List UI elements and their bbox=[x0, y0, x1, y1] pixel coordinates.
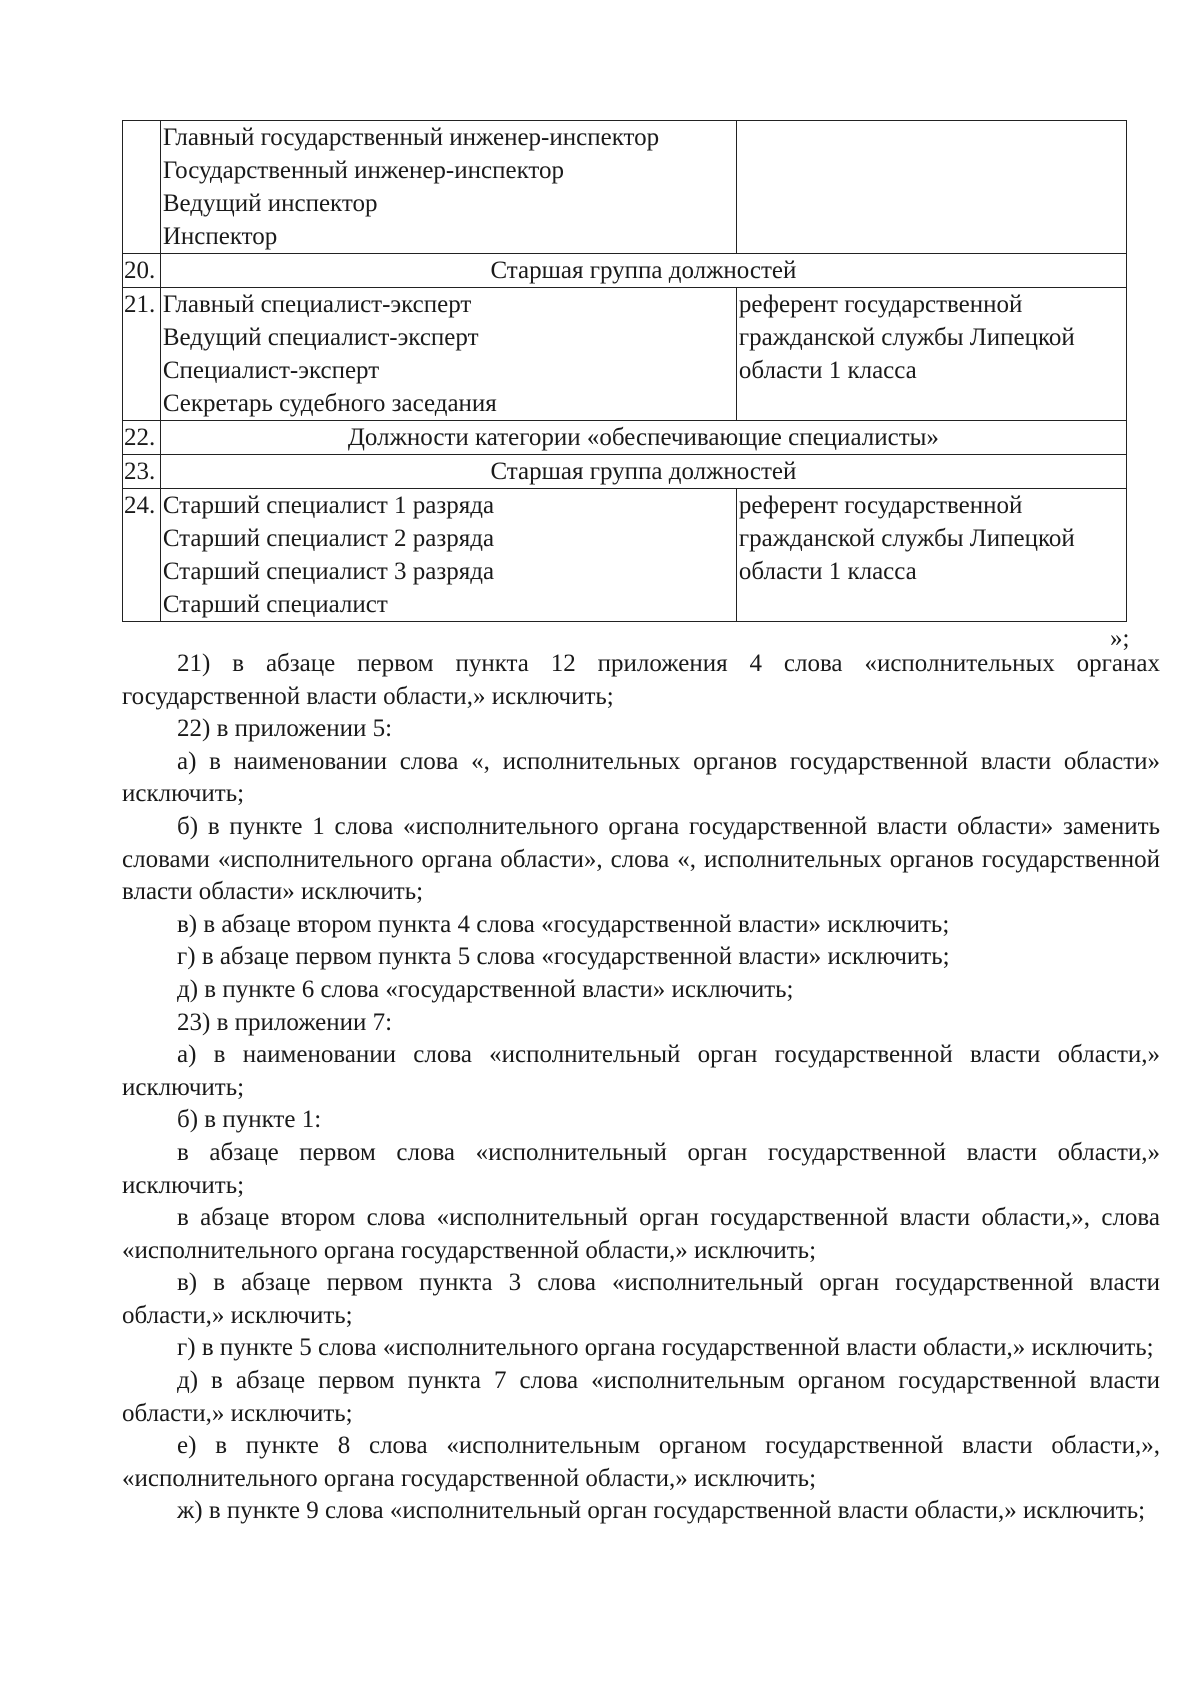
amendments-text bbox=[122, 648, 1160, 1528]
table-row bbox=[123, 421, 1127, 455]
paragraph: в абзаце первом слова «исполнительный орган государственной власти области,» исключить; bbox=[122, 1138, 1160, 1199]
class-rank-cell bbox=[736, 288, 1126, 421]
paragraph: б) в пункте 1 слова «исполнительного органа государственной власти области» заменить словами «исполнительного органа области», слова «, исполнительных органов государственной власти области» исключить; bbox=[122, 812, 1160, 906]
position-name: Специалист-эксперт bbox=[162, 357, 380, 384]
closing-quote: »; bbox=[1110, 625, 1130, 652]
paragraph: а) в наименовании слова «исполнительный орган государственной власти области,» исключить; bbox=[122, 1041, 1160, 1101]
paragraph: ж) в пункте 9 слова «исполнительный орган государственной власти области,» исключить; bbox=[177, 1497, 1146, 1525]
position-name: Ведущий инспектор bbox=[162, 190, 378, 217]
position-name: Старший специалист bbox=[162, 591, 388, 618]
paragraph: д) в абзаце первом пункта 7 слова «исполнительным органом государственной власти области,» исключить; bbox=[122, 1367, 1160, 1427]
position-name: Ведущий специалист-эксперт bbox=[162, 324, 479, 351]
paragraph: в) в абзаце втором пункта 4 слова «государственной власти» исключить; bbox=[177, 910, 950, 938]
position-name: Инспектор bbox=[162, 223, 278, 250]
paragraph: в абзаце втором слова «исполнительный орган государственной власти области,», слова «исполнительного органа государственной области,» исключить; bbox=[122, 1204, 1160, 1264]
class-rank-cell bbox=[736, 121, 1126, 254]
table-row bbox=[123, 489, 1127, 622]
position-name: Главный специалист-эксперт bbox=[162, 291, 472, 318]
class-rank-cell bbox=[736, 489, 1126, 622]
paragraph: в) в абзаце первом пункта 3 слова «исполнительный орган государственной власти области,» исключить; bbox=[122, 1269, 1160, 1329]
class-rank-line: референт государственной bbox=[738, 492, 1023, 519]
paragraph: е) в пункте 8 слова «исполнительным органом государственной власти области,», «исполнительного органа государственной области,» исключить; bbox=[122, 1432, 1160, 1492]
position-name: Старший специалист 2 разряда bbox=[162, 525, 495, 552]
paragraph: а) в наименовании слова «, исполнительных органов государственной власти области» исключить; bbox=[122, 747, 1160, 808]
position-list bbox=[160, 121, 736, 254]
position-list bbox=[160, 489, 736, 622]
row-number: 23. bbox=[123, 455, 161, 489]
row-number: 21. bbox=[123, 288, 161, 421]
paragraph: б) в пункте 1: bbox=[177, 1106, 322, 1134]
class-rank-line: референт государственной bbox=[738, 291, 1023, 318]
position-name: Секретарь судебного заседания bbox=[162, 390, 497, 417]
position-name: Старший специалист 3 разряда bbox=[162, 558, 495, 585]
paragraph: 22) в приложении 5: bbox=[177, 715, 393, 743]
position-name: Главный государственный инженер-инспектор bbox=[162, 124, 660, 151]
category-heading: Должности категории «обеспечивающие специалисты» bbox=[160, 421, 1126, 455]
row-number: 24. bbox=[123, 489, 161, 622]
table-row bbox=[123, 288, 1127, 421]
group-heading: Старшая группа должностей bbox=[160, 455, 1126, 489]
class-rank-line: гражданской службы Липецкой bbox=[738, 324, 1075, 351]
row-number: 20. bbox=[123, 254, 161, 288]
paragraph: д) в пункте 6 слова «государственной власти» исключить; bbox=[177, 975, 794, 1003]
group-heading: Старшая группа должностей bbox=[160, 254, 1126, 288]
position-name: Старший специалист 1 разряда bbox=[162, 492, 495, 519]
paragraph: 21) в абзаце первом пункта 12 приложения 4 слова «исполнительных органах государственной власти области,» исключить; bbox=[122, 650, 1160, 710]
position-name: Государственный инженер-инспектор bbox=[162, 157, 564, 184]
row-number: 22. bbox=[123, 421, 161, 455]
table-row bbox=[123, 455, 1127, 489]
table-row bbox=[123, 254, 1127, 288]
positions-table bbox=[122, 120, 1127, 622]
position-list bbox=[160, 288, 736, 421]
row-number bbox=[123, 121, 161, 254]
paragraph: г) в пункте 5 слова «исполнительного органа государственной власти области,» исключить; bbox=[177, 1334, 1154, 1362]
table-row bbox=[123, 121, 1127, 254]
class-rank-line: гражданской службы Липецкой bbox=[738, 525, 1075, 552]
class-rank-line: области 1 класса bbox=[738, 357, 917, 384]
paragraph: г) в абзаце первом пункта 5 слова «государственной власти» исключить; bbox=[177, 943, 950, 971]
paragraph: 23) в приложении 7: bbox=[177, 1008, 393, 1036]
class-rank-line: области 1 класса bbox=[738, 558, 917, 585]
